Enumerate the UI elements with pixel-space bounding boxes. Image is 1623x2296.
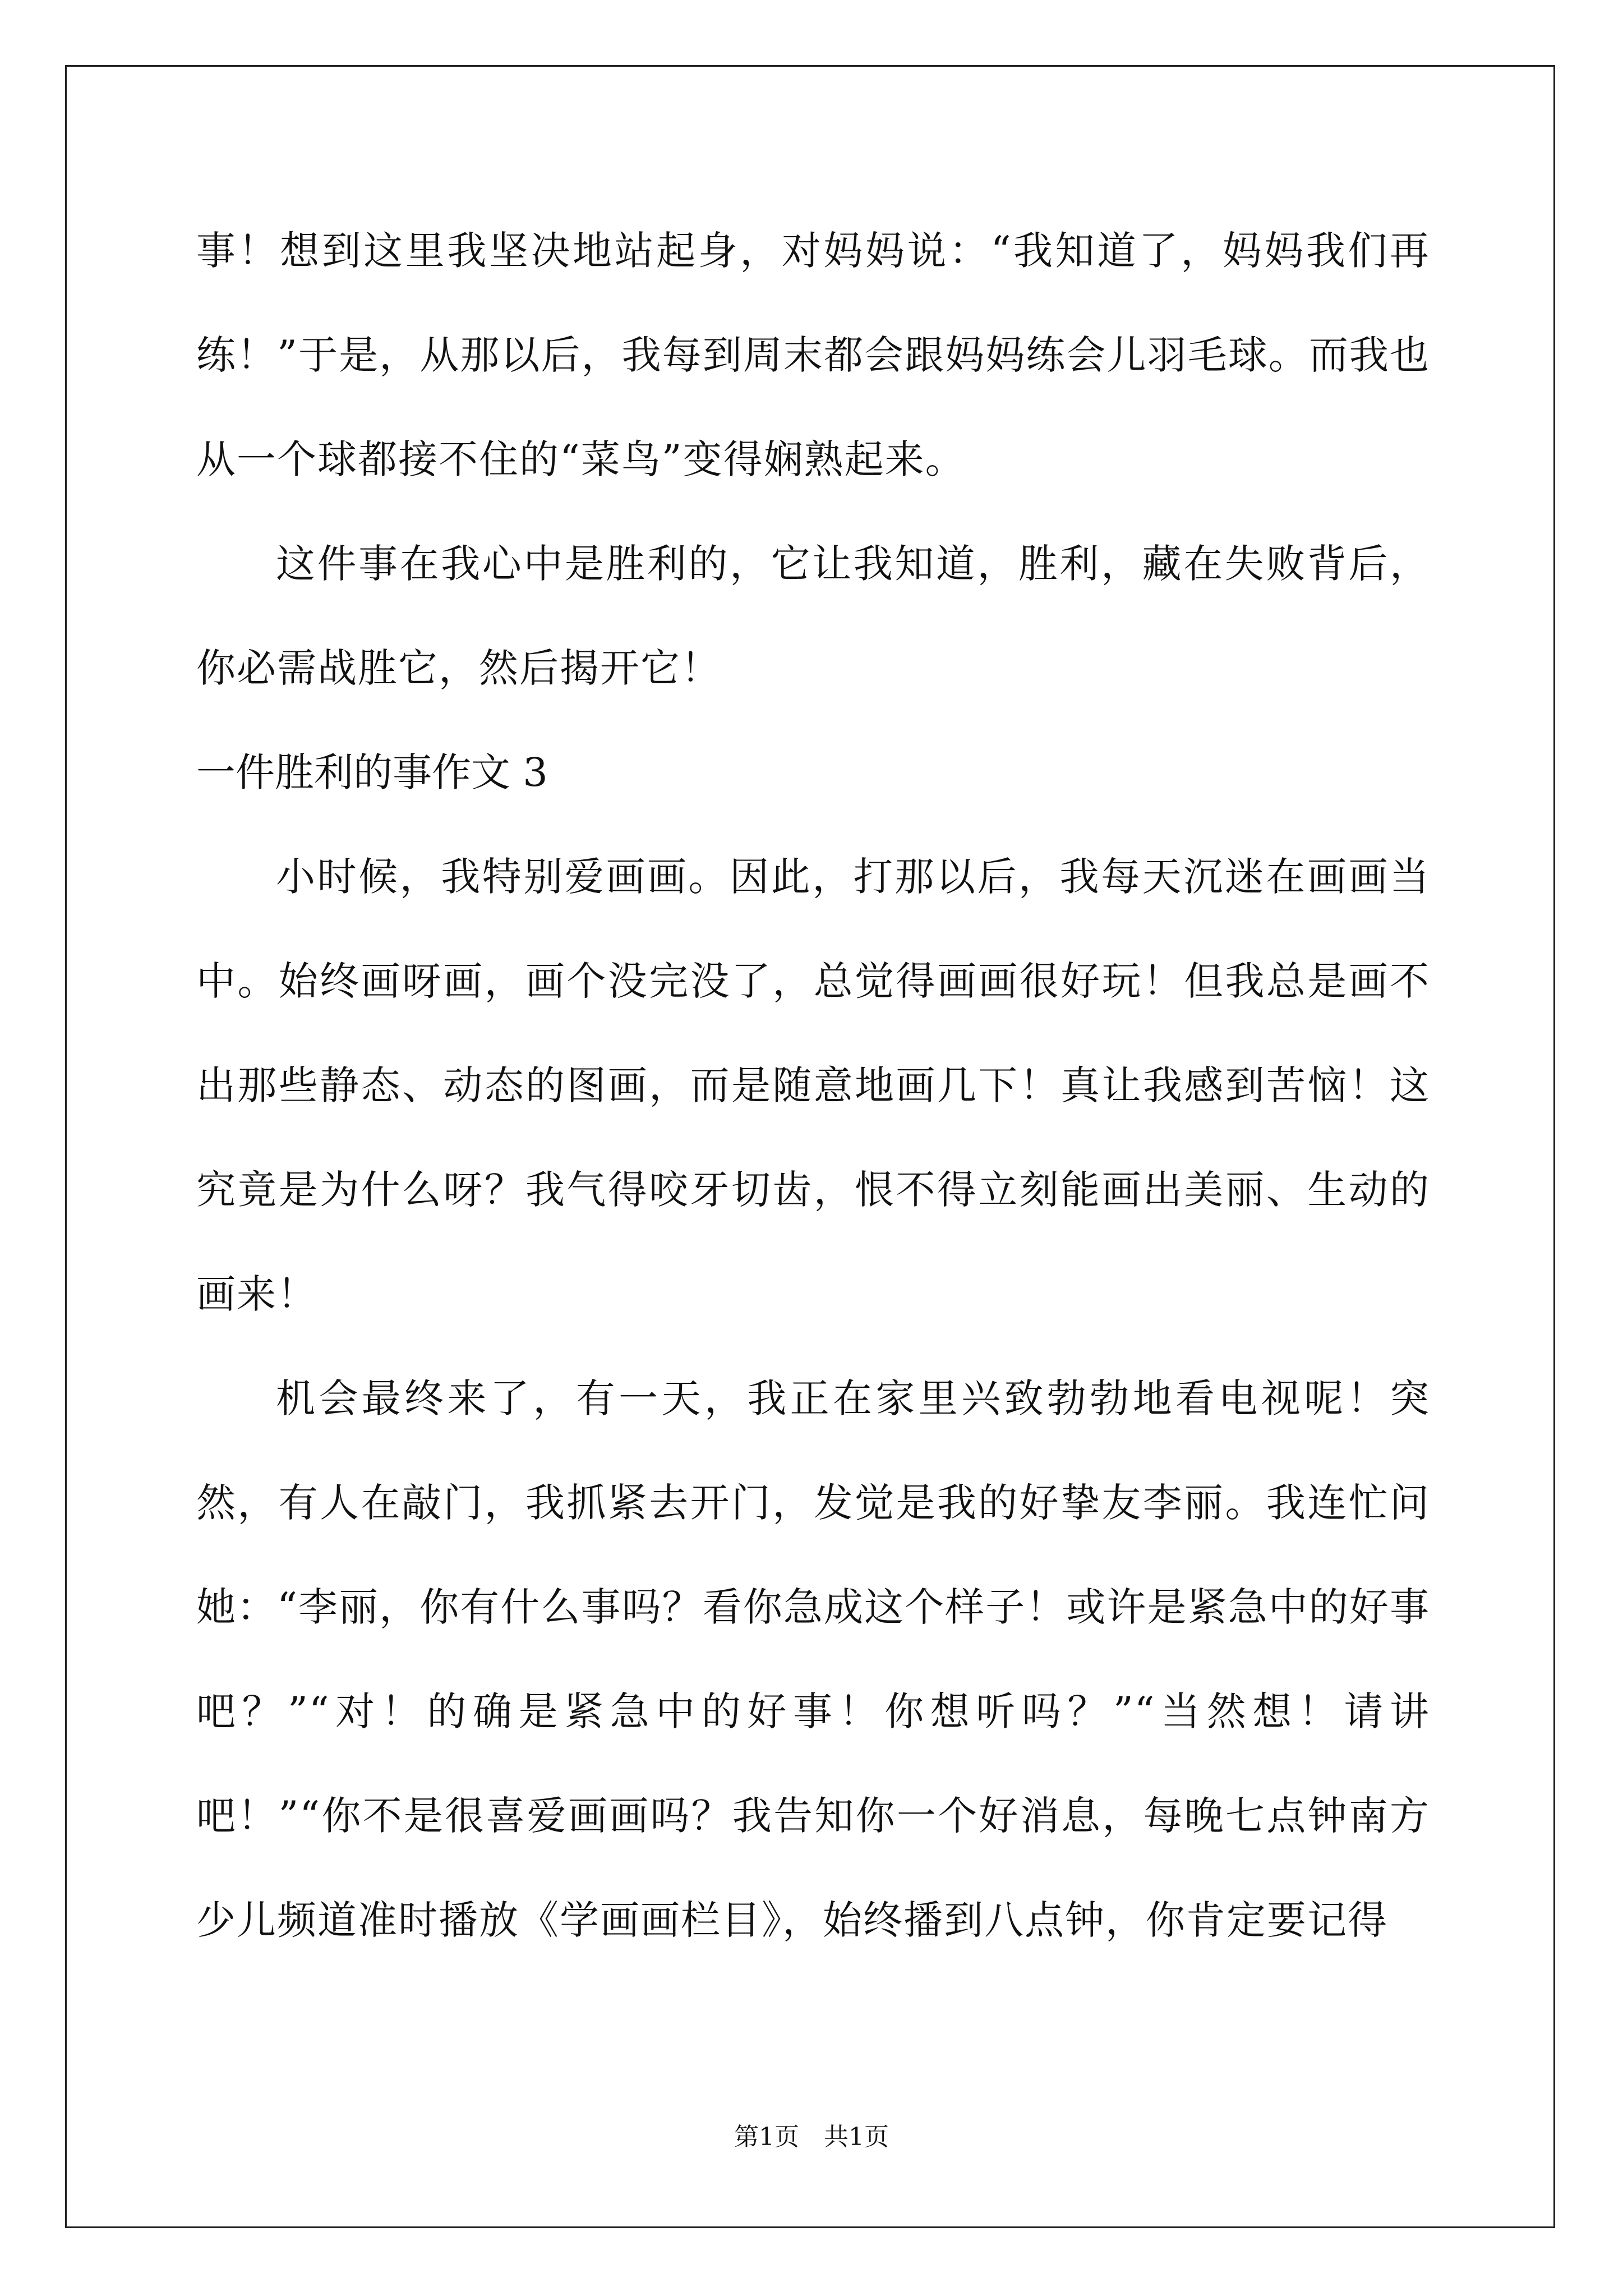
document-body <box>196 199 1430 1972</box>
paragraph-opportunity: 机会最终来了，有一天，我正在家里兴致勃勃地看电视呢！突然，有人在敲门，我抓紧去开门，发觉是我的好挚友李丽。我连忙问她：“李丽，你有什么事吗？看你急成这个样子！或许是紧急中的好事吧？”“对！的确是紧急中的好事！你想听吗？”“当然想！请讲吧！”“你不是很喜爱画画吗？我告知你一个好消息，每晚七点钟南方少儿频道准时播放《学画画栏目》，始终播到八点钟，你肯定要记得 <box>196 1375 1430 1943</box>
essay-heading: 一件胜利的事作文 3 <box>196 749 548 795</box>
page-footer: 第1页 共1页 <box>734 2123 889 2151</box>
paragraph-continuation: 事！想到这里我坚决地站起身，对妈妈说：“我知道了，妈妈我们再练！”于是，从那以后，我每到周末都会跟妈妈练会儿羽毛球。而我也从一个球都接不住的“菜鸟”变得娴熟起来。 <box>196 228 1430 482</box>
paragraph-childhood-drawing: 小时候，我特别爱画画。因此，打那以后，我每天沉迷在画画当中。始终画呀画，画个没完没了，总觉得画画很好玩！但我总是画不出那些静态、动态的图画，而是随意地画几下！真让我感到苦恼！这究竟是为什么呀？我气得咬牙切齿，恨不得立刻能画出美丽、生动的画来！ <box>196 854 1430 1317</box>
paragraph-victory-meaning: 这件事在我心中是胜利的，它让我知道，胜利，藏在失败背后，你必需战胜它，然后揭开它！ <box>196 541 1430 691</box>
